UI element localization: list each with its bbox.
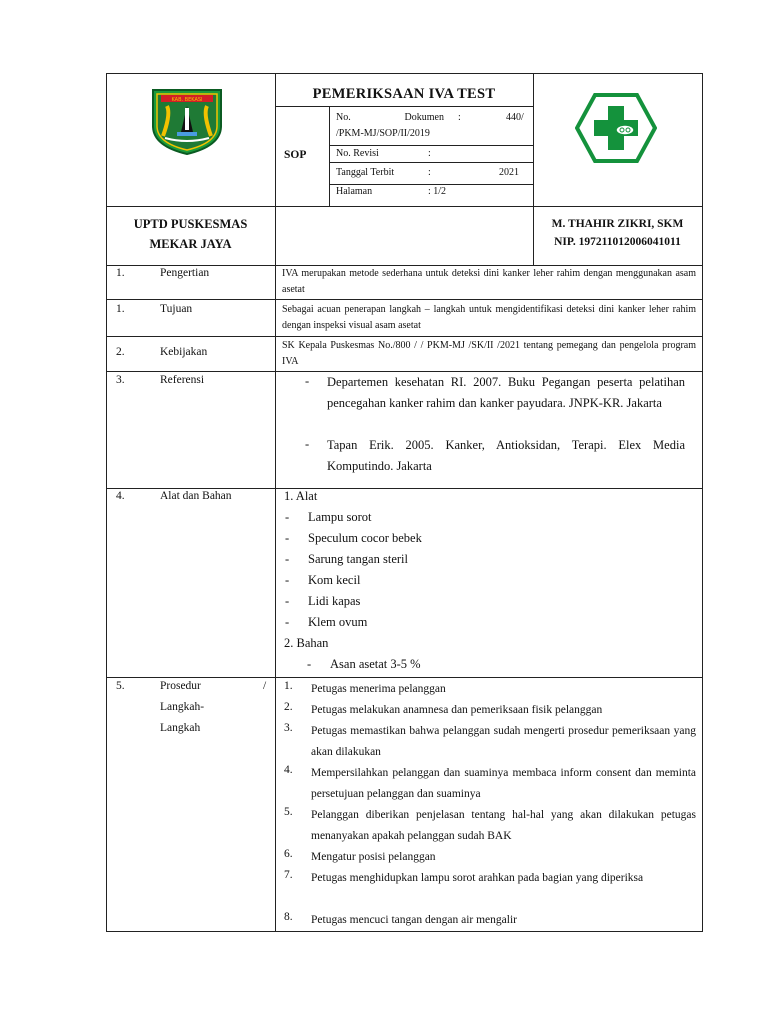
procedure-step: Pelanggan diberikan penjelasan tentang hal-hal yang akan dilakukan petugas menanyakan apakah pelanggan sudah BAK xyxy=(311,809,696,842)
list-item: Sarung tangan steril xyxy=(308,552,408,566)
signer-nip: NIP. 197211012006041011 xyxy=(554,236,681,248)
list-item: Kom kecil xyxy=(308,573,361,587)
procedure-step: Petugas melakukan anamnesa dan pemeriksaan fisik pelanggan xyxy=(311,704,603,716)
procedure-step: Mempersilahkan pelanggan dan suaminya membaca inform consent dan meminta persetujuan pelanggan dan suaminya xyxy=(311,767,696,800)
signer-name: M. THAHIR ZIKRI, SKM xyxy=(551,218,684,230)
reference-item: Departemen kesehatan RI. 2007. Buku Pegangan peserta pelatihan pencegahan kanker rahim dan kanker payudara. JNPK-KR. Jakarta xyxy=(327,375,685,410)
org-name-line2: MEKAR JAYA xyxy=(149,237,232,251)
reference-item: Tapan Erik. 2005. Kanker, Antioksidan, Terapi. Elex Media Komputindo. Jakarta xyxy=(327,438,685,473)
procedure-step: Mengatur posisi pelanggan xyxy=(311,851,436,863)
emblem-icon xyxy=(147,86,227,156)
procedure-step: Petugas menerima pelanggan xyxy=(311,683,446,695)
procedure-step: Petugas mencuci tangan dengan air mengalir xyxy=(311,914,517,926)
kabupaten-logo xyxy=(147,86,227,156)
puskesmas-logo xyxy=(575,92,657,164)
list-item: Speculum cocor bebek xyxy=(308,531,422,545)
list-item: Asan asetat 3-5 % xyxy=(330,657,421,671)
puskesmas-icon xyxy=(575,92,657,164)
procedure-step: Petugas memastikan bahwa pelanggan sudah mengerti prosedur pemeriksaan yang akan dilakukan xyxy=(311,725,696,758)
bahan-heading: 2. Bahan xyxy=(284,636,329,650)
svg-text:KAB. BEKASI: KAB. BEKASI xyxy=(171,97,203,103)
alat-heading: 1. Alat xyxy=(284,489,318,503)
list-item: Lampu sorot xyxy=(308,510,372,524)
list-item: Klem ovum xyxy=(308,615,368,629)
org-name-line1: UPTD PUSKESMAS xyxy=(133,217,248,231)
page-title: PEMERIKSAAN IVA TEST xyxy=(312,86,496,102)
sop-label: SOP xyxy=(284,149,307,161)
list-item: Lidi kapas xyxy=(308,594,361,608)
procedure-step: Petugas menghidupkan lampu sorot arahkan pada bagian yang diperiksa xyxy=(311,872,644,884)
